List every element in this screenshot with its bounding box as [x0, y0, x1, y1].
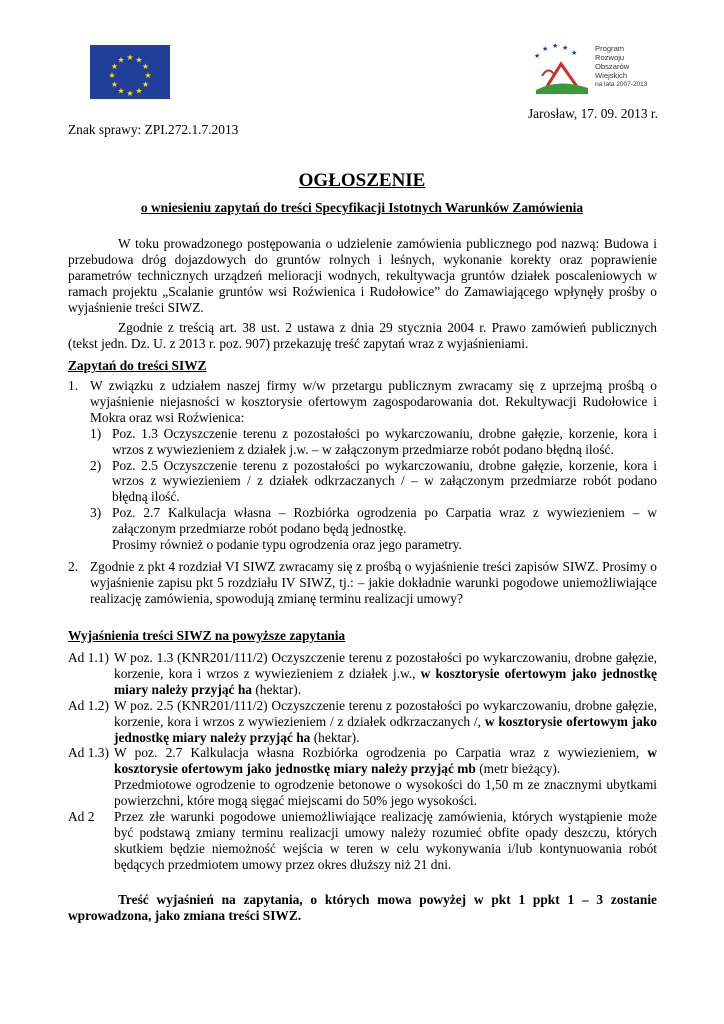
svg-text:★: ★: [141, 62, 150, 71]
case-number: Znak sprawy: ZPI.272.1.7.2013: [68, 122, 239, 137]
question-number: 2.: [68, 558, 79, 574]
svg-text:★: ★: [110, 80, 119, 89]
sub-item-text: Poz. 1.3 Oczyszczenie terenu z pozostałości po wykarczowaniu, drobne gałęzie, korzenie, kora i wrzos z wywiezieniem z działek j.w. – w załączonym przedmiarze robót podano błędną ilość.: [112, 425, 657, 457]
svg-text:★: ★: [126, 53, 134, 62]
answer-label: Ad 1.3): [68, 745, 109, 761]
answer-extra: Przedmiotowe ogrodzenie to ogrodzenie betonowe o wysokości do 1,50 m ze znacznymi ubytkami powierzchni, które mogą sięgać miejscami do 50% jego wysokości.: [114, 777, 657, 809]
answer-text: W poz. 2.7 Kalkulacja własna Rozbiórka ogrodzenia po Carpatia wraz z wywiezieniem, w kosztorysie ofertowym jako jednostkę miary należy przyjąć mb (metr bieżący). Przedmiotowe ogrodzenie to ogrodzenie betonowe o wysokości do 1,50 m ze znacznymi ubytkami powierzchni, które mogą sięgać miejscami do 50% jego wysokości.: [114, 745, 657, 809]
answer-label: Ad 1.2): [68, 697, 109, 713]
answer-label: Ad 2: [68, 809, 95, 825]
svg-text:★: ★: [562, 44, 569, 52]
document-date: Jarosław, 17. 09. 2013 r.: [527, 106, 658, 121]
prow-years: na lata 2007-2013: [595, 81, 648, 88]
prow-logo-text: [595, 44, 647, 89]
questions-heading: Zapytań do treści SIWZ: [68, 358, 207, 373]
page-subtitle: o wniesieniu zapytań do treści Specyfikacji Istotnych Warunków Zamówienia: [140, 200, 584, 215]
answer-label: Ad 1.1): [68, 650, 109, 665]
sub-item-text: Poz. 2.7 Kalkulacja własna – Rozbiórka ogrodzenia po Carpatia wraz z wywiezieniem – w załączonym przedmiarze robót podano będą jednostkę.: [112, 505, 657, 537]
svg-text:★: ★: [108, 71, 116, 80]
answer-item-1: [68, 650, 657, 698]
intro-paragraph-1: W toku prowadzonego postępowania o udzielenie zamówienia publicznego pod nazwą: Budowa i przebudowa dróg dojazdowych do gruntów rolnych i leśnych, wykonanie korekty oraz poprawienie parametrów technicznych urządzeń melioracji wodnych, rekultywacja gruntów działek poscaleniowych w ramach projektu „Scalanie gruntów wsi Roźwienica i Rudołowice” do Zamawiającego wpłynęły prośby o wyjaśnienie treści SIWZ.: [68, 236, 657, 315]
svg-text:★: ★: [552, 42, 559, 50]
prow-line-2: Rozwoju: [595, 53, 625, 62]
sub-item-3: [90, 505, 657, 553]
question-text: W związku z udziałem naszej firmy w/w przetargu publicznym zwracamy się z uprzejmą prośbą o wyjaśnienie niejasności w kosztorysie ofertowym zagospodarowania dot. Rekultywacji Rudołowice i Mokra oraz wsi Roźwienica:: [90, 378, 657, 425]
sub-item-2: [90, 458, 657, 506]
answer-text: W poz. 2.5 (KNR201/111/2) Oczyszczenie terenu z pozostałości po wykarczowaniu, drobne gałęzie, korzenie, kora i wrzos z wywiezieniem / z działek odkrzaczanych /, w kosztorysie ofertowym jako jednostkę miary należy przyjąć ha (hektar).: [114, 697, 657, 745]
answers-list: [68, 650, 657, 873]
sub-item-number: 3): [90, 505, 102, 521]
svg-text:★: ★: [141, 80, 150, 89]
prow-line-1: Program: [595, 44, 625, 53]
question-item-2: [68, 559, 657, 607]
answer-item-4: [68, 809, 657, 873]
question-text: Zgodnie z pkt 4 rozdział VI SIWZ zwracamy się z prośbą o wyjaśnienie treści zapisów SIWZ. Prosimy o wyjaśnienie zapisu pkt 5 rozdziału IV SIWZ, tj.: – jakie dokładnie warunki pogodowe uniemożliwiające realizację zamówienia, spowodują zmianę terminu realizacji umowy?: [90, 558, 657, 606]
questions-list: [68, 378, 657, 607]
prow-line-4: Wiejskich: [595, 71, 628, 80]
svg-text:★: ★: [110, 62, 119, 71]
prow-line-3: Obszarów: [595, 62, 630, 71]
svg-text:★: ★: [534, 52, 541, 60]
eu-flag-logo: [90, 45, 170, 99]
svg-text:★: ★: [542, 45, 549, 53]
answer-text: W poz. 1.3 (KNR201/111/2) Oczyszczenie terenu z pozostałości po wykarczowaniu, drobne gałęzie, korzenie, kora i wrzos z wywiezieniem z działek j.w., w kosztorysie ofertowym jako jednostkę miary należy przyjąć ha (hektar).: [114, 650, 657, 697]
question-number: 1.: [68, 378, 79, 393]
svg-text:★: ★: [126, 89, 134, 98]
svg-text:★: ★: [144, 71, 152, 80]
svg-text:★: ★: [135, 86, 143, 96]
answer-text: Przez złe warunki pogodowe uniemożliwiające realizację zamówienia, których wystąpienie może być podstawą zmiany terminu realizacji umowy należy rozumieć obfite opady deszczu, których skutkiem będzie niemożność wejścia w teren w celu wykonywania i/lub kontynuowania robót będących przedmiotem umowy przez okres dłuższy niż 21 dni.: [114, 809, 657, 872]
sub-item-text: Poz. 2.5 Oczyszczenie terenu z pozostałości po wykarczowaniu, drobne gałęzie, korzenie, kora i wrzos z wywiezieniem / z działek odkrzaczanych / – w załączonym przedmiarze robót podano błędną ilość.: [112, 457, 657, 505]
answer-item-3: [68, 745, 657, 809]
page-title: OGŁOSZENIE: [298, 170, 426, 191]
sub-item-number: 1): [90, 425, 102, 441]
question-item-1: [68, 378, 657, 553]
sub-item-number: 2): [90, 457, 102, 473]
sub-item-extra: Prosimy również o podanie typu ogrodzenia oraz jego parametry.: [112, 537, 462, 553]
sub-item-1: [90, 426, 657, 458]
svg-text:★: ★: [135, 55, 143, 65]
answer-item-2: [68, 698, 657, 746]
final-statement: Treść wyjaśnień na zapytania, o których mowa powyżej w pkt 1 ppkt 1 – 3 zostanie wprowadzona, jako zmiana treści SIWZ.: [68, 892, 657, 923]
answers-heading: Wyjaśnienia treści SIWZ na powyższe zapytania: [68, 628, 346, 643]
svg-text:★: ★: [117, 55, 125, 65]
svg-text:★: ★: [571, 49, 578, 57]
intro-paragraph-2: Zgodnie z treścią art. 38 ust. 2 ustawa z dnia 29 stycznia 2004 r. Prawo zamówień publicznych (tekst jedn. Dz. U. z 2013 r. poz. 907) przekazuję treść zapytań wraz z wyjaśnieniami.: [68, 320, 657, 351]
svg-text:★: ★: [117, 86, 125, 96]
